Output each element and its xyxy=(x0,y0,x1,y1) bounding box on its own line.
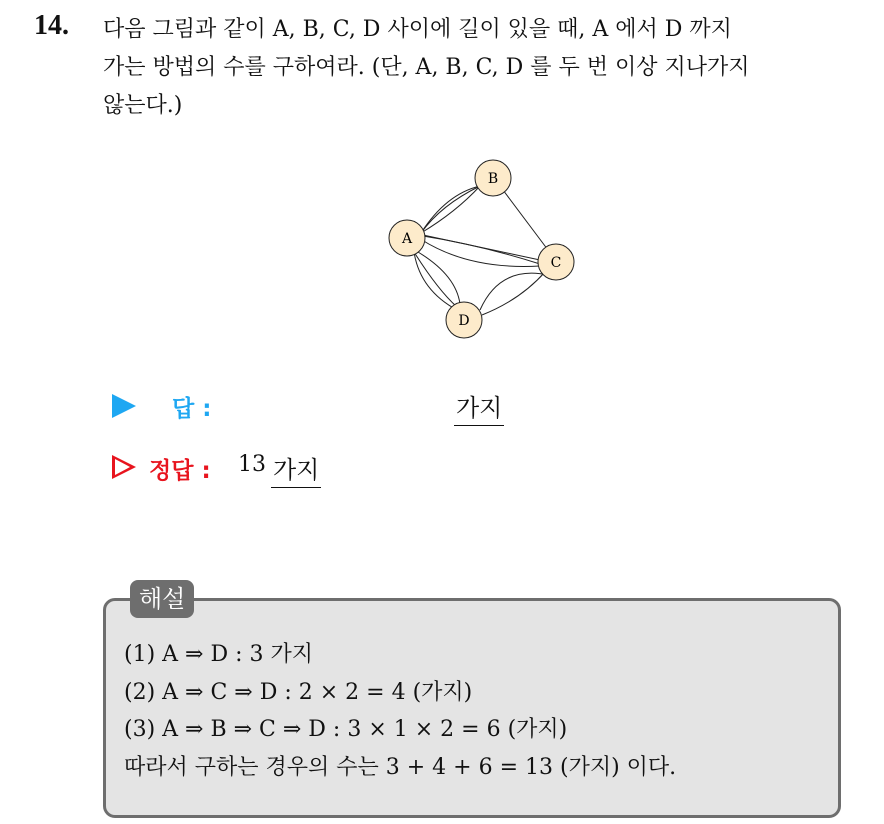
edge-c-d-2 xyxy=(480,273,548,310)
node-b-label: B xyxy=(487,171,499,187)
question-number: 14. xyxy=(34,10,69,41)
question-text-line-1: 다음 그림과 같이 A, B, C, D 사이에 길이 있을 때, A 에서 D 까지 xyxy=(103,17,732,42)
answer-blank-unit[interactable]: 가지 xyxy=(454,388,504,426)
explanation-line-3: (3) A ⇒ B ⇒ C ⇒ D : 3 × 1 × 2 = 6 (가지) xyxy=(124,717,568,742)
node-c xyxy=(538,244,574,280)
edge-a-c-3 xyxy=(422,240,540,266)
question-text-line-2: 가는 방법의 수를 구하여라. (단, A, B, C, D 를 두 번 이상 지나가지 xyxy=(103,55,750,80)
node-a xyxy=(389,220,425,256)
question-text-line-3: 않는다.) xyxy=(103,93,183,118)
explanation-title: 해설 xyxy=(130,580,194,618)
route-graph xyxy=(380,152,580,342)
node-b xyxy=(475,160,511,196)
explanation-line-1: (1) A ⇒ D : 3 가지 xyxy=(124,642,313,667)
explanation-line-4: 따라서 구하는 경우의 수는 3 + 4 + 6 = 13 (가지) 이다. xyxy=(124,755,677,780)
solution-value: 13 xyxy=(238,452,266,477)
explanation-box xyxy=(103,598,841,818)
explanation-line-2: (2) A ⇒ C ⇒ D : 2 × 2 = 4 (가지) xyxy=(124,680,473,705)
solution-unit: 가지 xyxy=(271,450,321,488)
node-d xyxy=(446,302,482,338)
answer-label: 답 : xyxy=(172,396,212,422)
edge-a-d-1 xyxy=(414,252,457,307)
node-a-label: A xyxy=(401,231,413,247)
node-d-label: D xyxy=(458,313,470,329)
solution-arrow-icon xyxy=(112,455,136,479)
answer-arrow-icon xyxy=(112,394,136,418)
solution-label: 정답 : xyxy=(149,458,211,484)
edge-a-b-2 xyxy=(421,186,480,233)
graph-edges xyxy=(414,186,548,315)
edge-b-c xyxy=(503,190,548,250)
edge-a-b-1 xyxy=(421,186,480,233)
edge-c-d-1 xyxy=(482,272,545,315)
edge-a-b-3 xyxy=(421,186,480,233)
edge-a-d-3 xyxy=(418,252,460,304)
node-c-label: C xyxy=(550,255,562,271)
